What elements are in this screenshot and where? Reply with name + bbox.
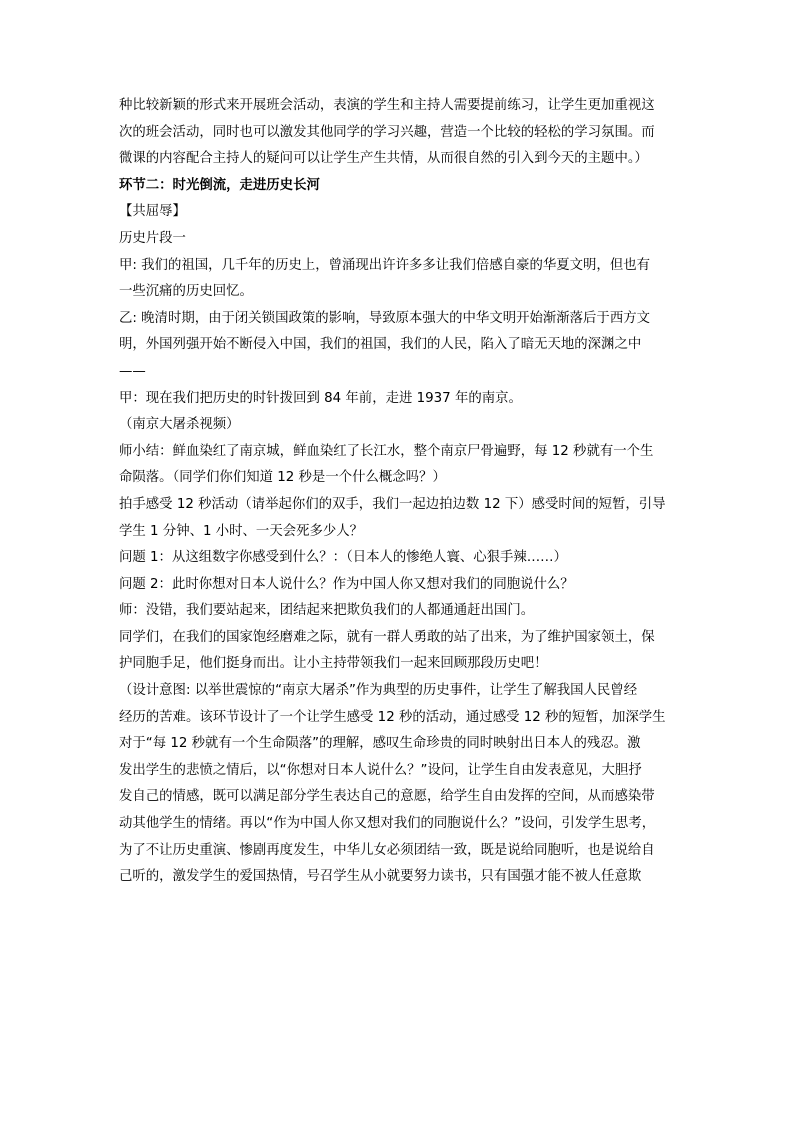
document-body — [119, 93, 679, 891]
text-line: 历史片段一 — [119, 230, 186, 246]
text-line: 学生 1 分钟、1 小时、一天会死多少人？ — [119, 523, 364, 539]
text-line: 乙: 晚清时期，由于闭关锁国政策的影响，导致原本强大的中华文明开始渐渐落后于西方文 — [119, 310, 650, 326]
text-line: （南京大屠杀视频） — [119, 417, 240, 433]
text-line: 次的班会活动，同时也可以激发其他同学的学习兴趣，营造一个比较的轻松的学习氛围。而 — [119, 124, 655, 140]
text-line: 护同胞手足，他们挺身而出。让小主持带领我们一起来回顾那段历史吧！ — [119, 656, 548, 672]
subsection-label: 【共屈辱】 — [119, 204, 186, 220]
text-line: 甲：现在我们把历史的时针拨回到 84 年前，走进 1937 年的南京。 — [119, 390, 522, 406]
text-line: 微课的内容配合主持人的疑问可以让学生产生共情，从而很自然的引入到今天的主题中。） — [119, 151, 648, 167]
text-line: 发自己的情感，既可以满足部分学生表达自己的意愿，给学生自由发挥的空间，从而感染带 — [119, 789, 655, 805]
text-line: 动其他学生的情绪。再以“作为中国人你又想对我们的同胞说什么？”设问，引发学生思考， — [119, 816, 656, 832]
text-line: （设计意图: 以举世震惊的“南京大屠杀”作为典型的历史事件，让学生了解我国人民曾经 — [119, 683, 638, 699]
text-line: 对于“每 12 秒就有一个生命陨落”的理解，感叹生命珍贵的同时映射出日本人的残忍。激 — [119, 736, 641, 752]
section-heading: 环节二：时光倒流，走进历史长河 — [119, 177, 320, 193]
text-line: 同学们，在我们的国家饱经磨难之际，就有一群人勇敢的站了出来，为了维护国家领土，保 — [119, 629, 655, 645]
text-line: 明，外国列强开始不断侵入中国，我们的祖国，我们的人民，陷入了暗无天地的深渊之中 — [119, 337, 642, 353]
text-line: 拍手感受 12 秒活动（请举起你们的双手，我们一起边拍边数 12 下）感受时间的短暂，引导 — [119, 496, 666, 512]
text-line: 经历的苦难。该环节设计了一个让学生感受 12 秒的活动，通过感受 12 秒的短暂，加深学生 — [119, 709, 666, 725]
text-line: 发出学生的悲愤之情后，以“你想对日本人说什么？”设问，让学生自由发表意见，大胆抒 — [119, 762, 642, 778]
text-line: 己听的，激发学生的爱国热情，号召学生从小就要努力读书，只有国强才能不被人任意欺 — [119, 869, 642, 885]
text-line: —— — [119, 363, 146, 379]
text-line: 问题 1：从这组数字你感受到什么？：（日本人的惨绝人寰、心狠手辣……） — [119, 550, 567, 566]
text-line: 问题 2：此时你想对日本人说什么？作为中国人你又想对我们的同胞说什么？ — [119, 576, 574, 592]
text-line: 种比较新颖的形式来开展班会活动，表演的学生和主持人需要提前练习，让学生更加重视这 — [119, 98, 655, 113]
text-line: 甲: 我们的祖国，几千年的历史上，曾涌现出许许多多让我们倍感自豪的华夏文明，但也有 — [119, 257, 650, 273]
text-line: 师小结：鲜血染红了南京城，鲜血染红了长江水，整个南京尸骨遍野，每 12 秒就有一个生 — [119, 443, 654, 459]
text-line: 命陨落。（同学们你们知道 12 秒是一个什么概念吗？） — [119, 470, 446, 486]
text-line: 师：没错，我们要站起来，团结起来把欺负我们的人都通通赶出国门。 — [119, 603, 535, 619]
text-line: 为了不让历史重演、惨剧再度发生，中华儿女必须团结一致，既是说给同胞听，也是说给自 — [119, 842, 655, 858]
text-line: 一些沉痛的历史回忆。 — [119, 284, 253, 300]
